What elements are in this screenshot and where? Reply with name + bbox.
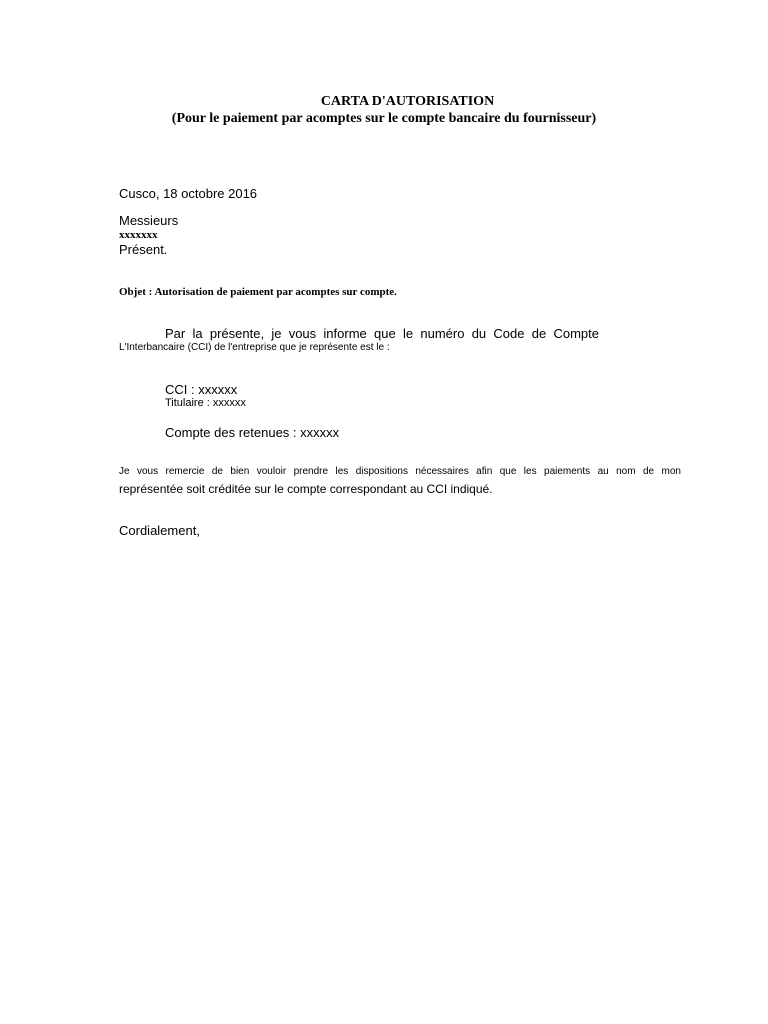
letter-subtitle: (Pour le paiement par acomptes sur le compte bancaire du fournisseur) xyxy=(171,111,597,126)
closing-line: Cordialement, xyxy=(119,523,200,538)
account-holder: Titulaire : xxxxxx xyxy=(165,397,246,409)
paragraph2-line1: Je vous remercie de bien vouloir prendre les dispositions nécessaires afin que les paiements au nom de mon xyxy=(119,466,681,477)
letter-title: CARTA D'AUTORISATION xyxy=(320,94,495,109)
paragraph2-line2: représentée soit créditée sur le compte correspondant au CCI indiqué. xyxy=(119,482,493,496)
present-line: Présent. xyxy=(119,242,168,257)
salutation: Messieurs xyxy=(119,213,179,228)
recipient-name: xxxxxxx xyxy=(119,229,158,241)
subject-line: Objet : Autorisation de paiement par acomptes sur compte. xyxy=(119,286,397,298)
paragraph1-line1: Par la présente, je vous informe que le numéro du Code de Compte xyxy=(165,326,599,341)
cci-value: CCI : xxxxxx xyxy=(165,382,238,397)
date-line: Cusco, 18 octobre 2016 xyxy=(119,186,258,201)
retention-account: Compte des retenues : xxxxxx xyxy=(165,425,340,440)
paragraph1-line2: L'Interbancaire (CCI) de l'entreprise que je représente est le : xyxy=(119,342,390,353)
